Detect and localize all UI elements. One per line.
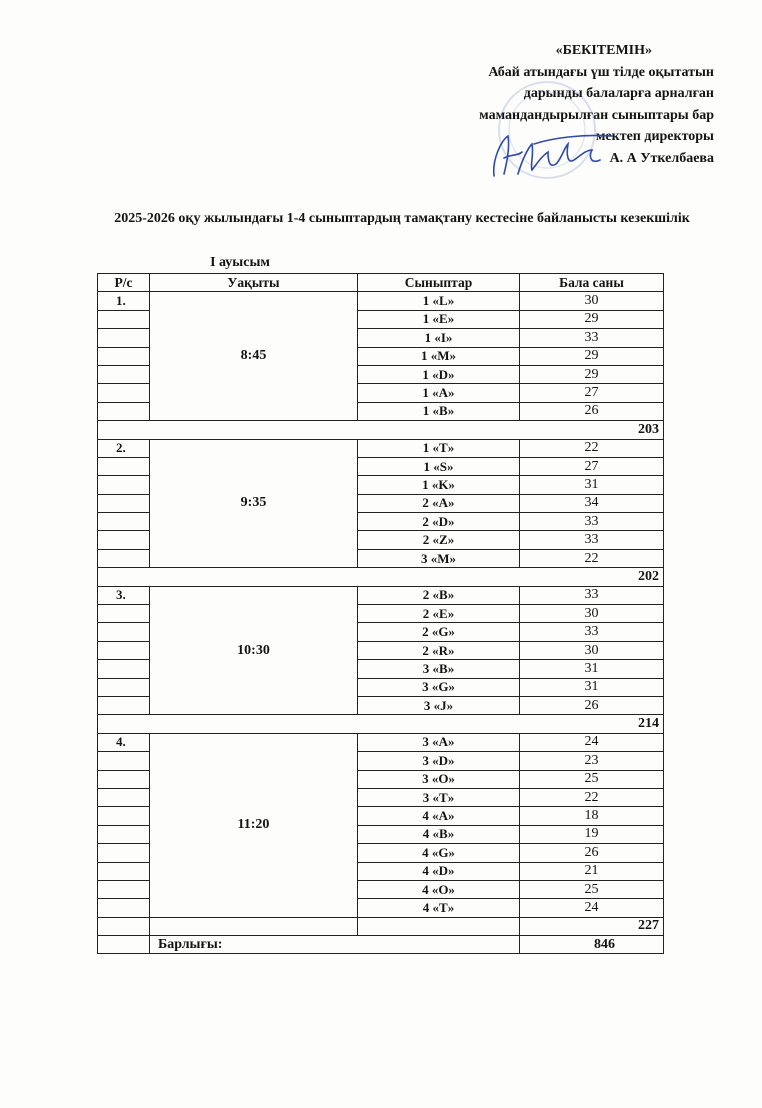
empty-cell — [150, 917, 358, 935]
total-row — [98, 936, 664, 954]
class-cell: 1 «M» — [358, 347, 520, 365]
row-number-cell — [98, 347, 150, 365]
class-cell: 3 «D» — [358, 752, 520, 770]
count-cell: 31 — [520, 476, 664, 494]
row-number-cell: 3. — [98, 586, 150, 604]
count-cell: 18 — [520, 807, 664, 825]
row-number-cell — [98, 825, 150, 843]
row-number-cell — [98, 752, 150, 770]
row-number-cell — [98, 531, 150, 549]
document-title: 2025-2026 оқу жылындағы 1-4 сыныптардың тамақтану кестесіне байланысты кезекшілік — [114, 211, 690, 226]
count-cell: 33 — [520, 513, 664, 531]
subtotal-row — [98, 917, 664, 935]
row-number-cell — [98, 844, 150, 862]
class-cell: 1 «L» — [358, 292, 520, 310]
class-cell: 3 «A» — [358, 733, 520, 751]
row-number-cell — [98, 770, 150, 788]
count-cell: 34 — [520, 494, 664, 512]
class-cell: 3 «M» — [358, 549, 520, 567]
count-cell: 33 — [520, 531, 664, 549]
subtotal-row — [98, 421, 664, 439]
class-cell: 1 «B» — [358, 402, 520, 420]
count-cell: 24 — [520, 899, 664, 917]
row-number-cell — [98, 457, 150, 475]
class-cell: 2 «R» — [358, 641, 520, 659]
header-cell: Сыныптар — [358, 274, 520, 292]
count-cell: 31 — [520, 678, 664, 696]
table-row — [98, 439, 664, 457]
time-cell: 8:45 — [150, 292, 358, 421]
approval-line: Абай атындағы үш тілде оқытатын — [488, 64, 714, 80]
class-cell: 2 «E» — [358, 605, 520, 623]
row-number-cell — [98, 605, 150, 623]
total-value: 846 — [520, 936, 664, 954]
director-name: А. А Уткелбаева — [609, 150, 714, 166]
row-number-cell: 2. — [98, 439, 150, 457]
count-cell: 26 — [520, 402, 664, 420]
approval-line: мамандандырылған сыныптары бар — [479, 107, 714, 123]
count-cell: 30 — [520, 641, 664, 659]
class-cell: 4 «A» — [358, 807, 520, 825]
class-cell: 2 «G» — [358, 623, 520, 641]
class-cell: 4 «T» — [358, 899, 520, 917]
count-cell: 19 — [520, 825, 664, 843]
count-cell: 22 — [520, 788, 664, 806]
subtotal-row — [98, 568, 664, 586]
row-number-cell: 4. — [98, 733, 150, 751]
count-cell: 29 — [520, 310, 664, 328]
empty-cell — [98, 936, 150, 954]
count-cell: 31 — [520, 660, 664, 678]
count-cell: 26 — [520, 844, 664, 862]
count-cell: 33 — [520, 586, 664, 604]
class-cell: 3 «O» — [358, 770, 520, 788]
header-cell: Уақыты — [150, 274, 358, 292]
class-cell: 1 «I» — [358, 329, 520, 347]
row-number-cell — [98, 384, 150, 402]
table-row — [98, 292, 664, 310]
class-cell: 1 «E» — [358, 310, 520, 328]
approval-line: мектеп директоры — [595, 129, 714, 144]
row-number-cell — [98, 623, 150, 641]
approval-heading: «БЕКІТЕМІН» — [555, 43, 652, 58]
count-cell: 30 — [520, 605, 664, 623]
header-cell: Бала саны — [520, 274, 664, 292]
count-cell: 30 — [520, 292, 664, 310]
row-number-cell — [98, 880, 150, 898]
row-number-cell — [98, 678, 150, 696]
count-cell: 25 — [520, 880, 664, 898]
row-number-cell — [98, 513, 150, 531]
class-cell: 2 «B» — [358, 586, 520, 604]
subtotal-cell: 203 — [98, 421, 664, 439]
row-number-cell — [98, 402, 150, 420]
subtotal-cell: 202 — [98, 568, 664, 586]
class-cell: 1 «A» — [358, 384, 520, 402]
subtotal-row — [98, 715, 664, 733]
row-number-cell — [98, 641, 150, 659]
table-row — [98, 586, 664, 604]
count-cell: 24 — [520, 733, 664, 751]
empty-cell — [358, 917, 520, 935]
row-number-cell — [98, 788, 150, 806]
shift-label: І ауысым — [210, 255, 270, 270]
count-cell: 33 — [520, 623, 664, 641]
class-cell: 4 «O» — [358, 880, 520, 898]
class-cell: 3 «T» — [358, 788, 520, 806]
count-cell: 33 — [520, 329, 664, 347]
row-number-cell — [98, 476, 150, 494]
class-cell: 3 «G» — [358, 678, 520, 696]
schedule-table — [97, 273, 664, 954]
class-cell: 1 «T» — [358, 439, 520, 457]
row-number-cell — [98, 807, 150, 825]
count-cell: 22 — [520, 549, 664, 567]
row-number-cell: 1. — [98, 292, 150, 310]
row-number-cell — [98, 696, 150, 714]
class-cell: 1 «K» — [358, 476, 520, 494]
signature-stamp-icon — [452, 78, 622, 188]
row-number-cell — [98, 899, 150, 917]
approval-line: дарынды балаларға арналған — [523, 86, 714, 101]
header-cell: Р/с — [98, 274, 150, 292]
count-cell: 27 — [520, 384, 664, 402]
count-cell: 26 — [520, 696, 664, 714]
count-cell: 29 — [520, 347, 664, 365]
row-number-cell — [98, 365, 150, 383]
class-cell: 2 «Z» — [358, 531, 520, 549]
class-cell: 4 «D» — [358, 862, 520, 880]
total-label: Барлығы: — [150, 936, 520, 954]
count-cell: 27 — [520, 457, 664, 475]
class-cell: 3 «B» — [358, 660, 520, 678]
class-cell: 2 «D» — [358, 513, 520, 531]
row-number-cell — [98, 549, 150, 567]
row-number-cell — [98, 329, 150, 347]
row-number-cell — [98, 494, 150, 512]
count-cell: 25 — [520, 770, 664, 788]
class-cell: 1 «D» — [358, 365, 520, 383]
row-number-cell — [98, 310, 150, 328]
table-row — [98, 733, 664, 751]
count-cell: 23 — [520, 752, 664, 770]
row-number-cell — [98, 862, 150, 880]
class-cell: 2 «A» — [358, 494, 520, 512]
time-cell: 9:35 — [150, 439, 358, 568]
class-cell: 1 «S» — [358, 457, 520, 475]
table-body — [98, 292, 664, 954]
count-cell: 22 — [520, 439, 664, 457]
class-cell: 3 «J» — [358, 696, 520, 714]
class-cell: 4 «G» — [358, 844, 520, 862]
subtotal-cell: 227 — [520, 917, 664, 935]
table-header-row — [98, 274, 664, 292]
count-cell: 29 — [520, 365, 664, 383]
row-number-cell — [98, 660, 150, 678]
empty-cell — [98, 917, 150, 935]
class-cell: 4 «B» — [358, 825, 520, 843]
time-cell: 11:20 — [150, 733, 358, 917]
count-cell: 21 — [520, 862, 664, 880]
subtotal-cell: 214 — [98, 715, 664, 733]
time-cell: 10:30 — [150, 586, 358, 715]
